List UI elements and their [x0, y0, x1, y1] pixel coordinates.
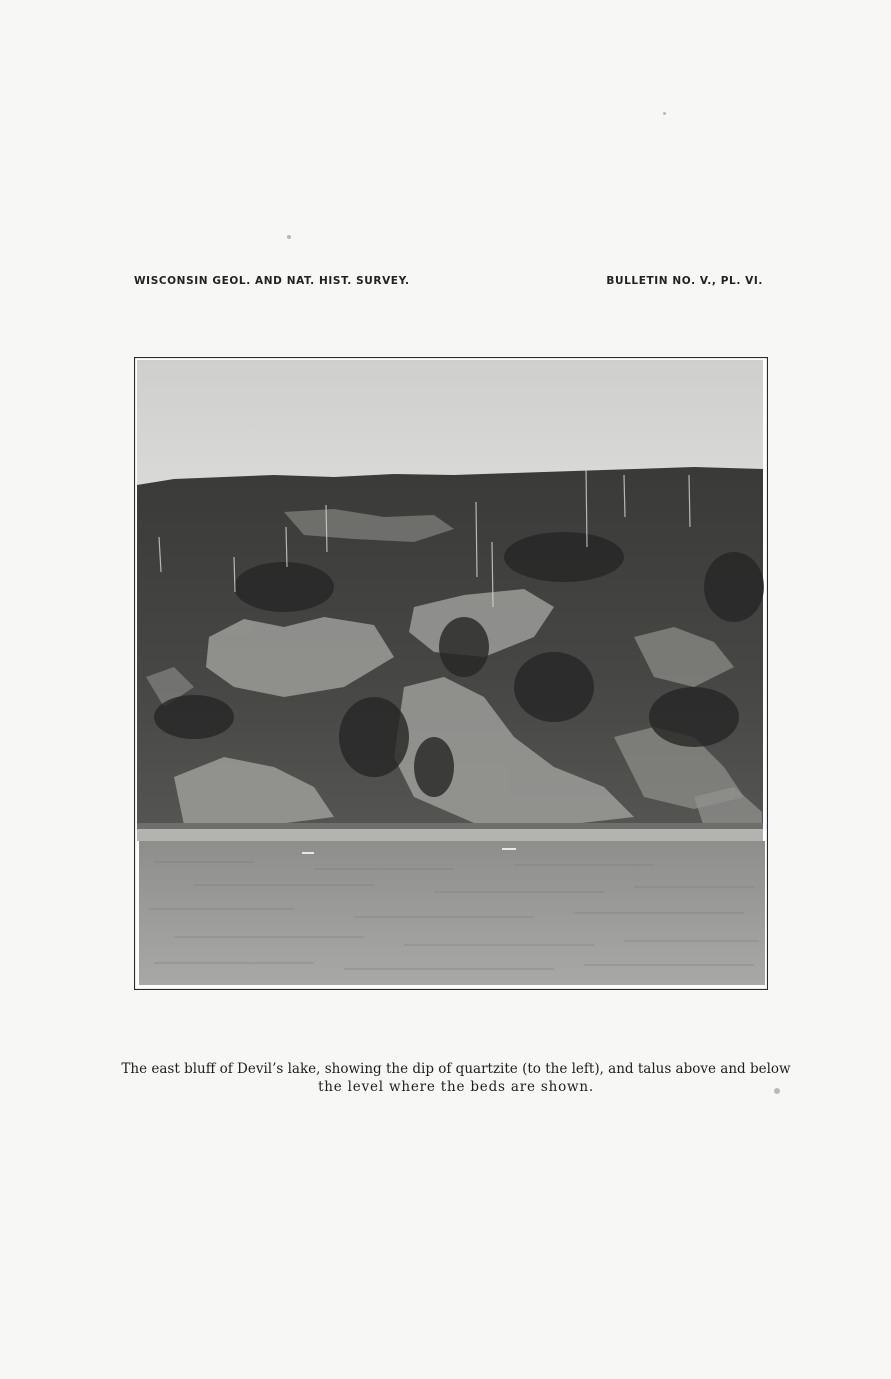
running-header-right: BULLETIN NO. V., PL. VI.: [606, 275, 763, 287]
running-header-left: WISCONSIN GEOL. AND NAT. HIST. SURVEY.: [134, 275, 410, 287]
shoreline-talus: [137, 829, 763, 841]
paper-speck: [287, 235, 291, 239]
boat: [502, 848, 516, 850]
paper-speck: [663, 112, 666, 115]
caption-line-1: The east bluff of Devil’s lake, showing the dip of quartzite (to the left), and talus above and below: [121, 1061, 791, 1077]
plate-caption: [120, 1060, 792, 1096]
shoreline-road: [137, 823, 763, 829]
boat: [302, 852, 314, 854]
sky: [137, 360, 763, 485]
caption-line-2: the level where the beds are shown.: [318, 1079, 594, 1095]
photo-bluff-and-lake: [134, 357, 768, 990]
plate-photograph: [134, 357, 768, 990]
paper-speck: [774, 1088, 780, 1094]
